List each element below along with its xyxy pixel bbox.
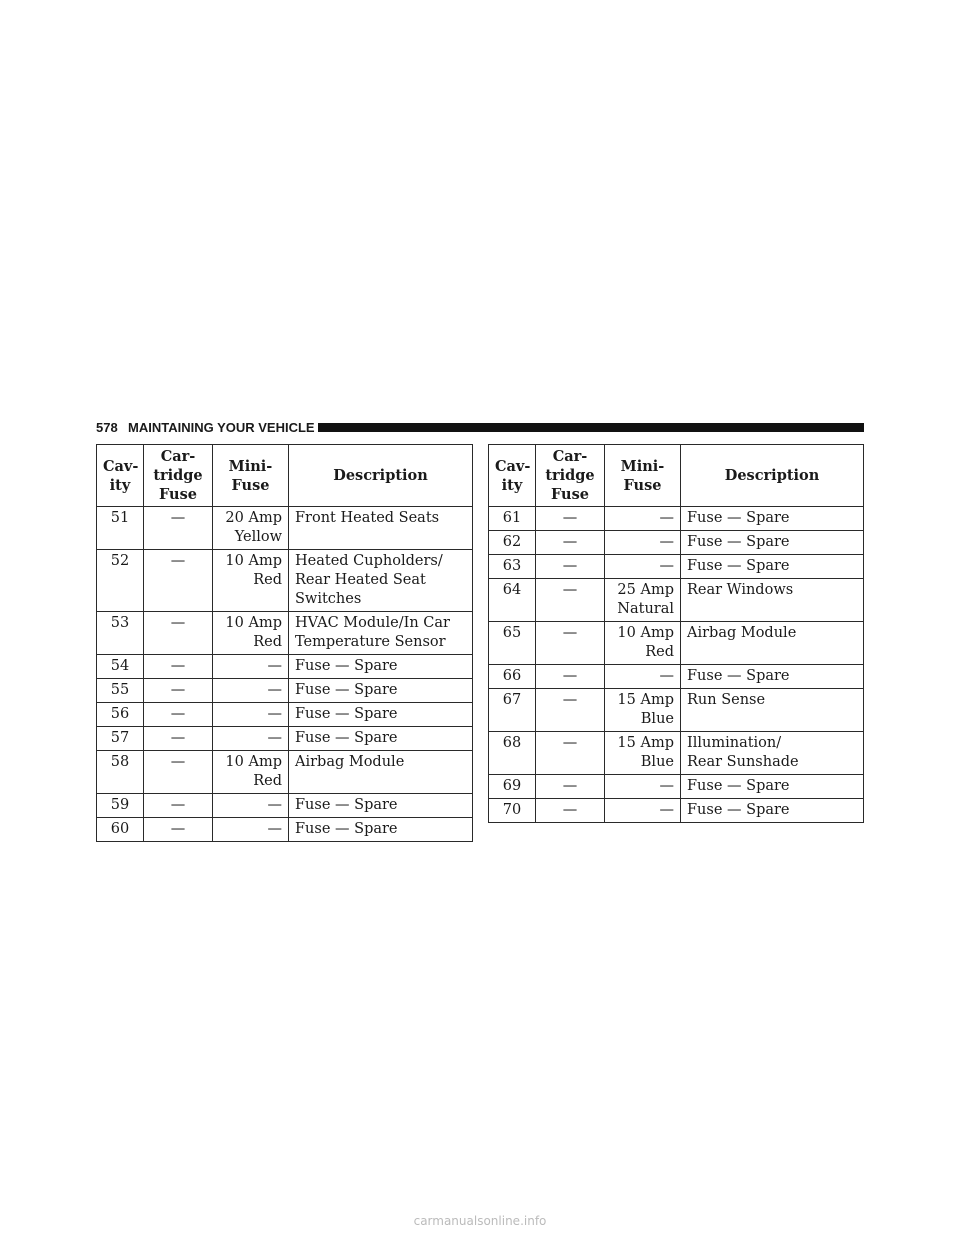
- header-description: Description: [681, 445, 864, 507]
- cavity-cell: 55: [97, 679, 144, 703]
- cartridge-fuse-cell: —: [536, 689, 605, 732]
- cavity-cell: 53: [97, 612, 144, 655]
- description-cell: Fuse — Spare: [289, 703, 473, 727]
- description-cell: Front Heated Seats: [289, 507, 473, 550]
- description-cell: Fuse — Spare: [681, 555, 864, 579]
- mini-fuse-cell: 15 Amp Blue: [605, 732, 681, 775]
- cavity-cell: 60: [97, 818, 144, 842]
- header-rule: [318, 423, 864, 432]
- cavity-cell: 69: [489, 775, 536, 799]
- table-row: [489, 689, 864, 732]
- watermark: carmanualsonline.info: [413, 1214, 547, 1228]
- table-row: [489, 732, 864, 775]
- table-row: [97, 507, 473, 550]
- cartridge-fuse-cell: —: [144, 655, 213, 679]
- description-cell: Fuse — Spare: [289, 655, 473, 679]
- description-cell: Fuse — Spare: [681, 799, 864, 823]
- table-row: [97, 679, 473, 703]
- mini-fuse-cell: —: [213, 655, 289, 679]
- cartridge-fuse-cell: —: [536, 555, 605, 579]
- header-cartridge-fuse: Car- tridge Fuse: [536, 445, 605, 507]
- fuse-table-right-body: [489, 507, 864, 823]
- description-cell: Airbag Module: [681, 622, 864, 665]
- header-cavity: Cav- ity: [97, 445, 144, 507]
- cartridge-fuse-cell: —: [536, 622, 605, 665]
- cavity-cell: 51: [97, 507, 144, 550]
- mini-fuse-cell: —: [605, 799, 681, 823]
- header-mini-fuse: Mini- Fuse: [213, 445, 289, 507]
- mini-fuse-cell: 10 Amp Red: [605, 622, 681, 665]
- header-mini-fuse: Mini- Fuse: [605, 445, 681, 507]
- description-cell: Fuse — Spare: [681, 531, 864, 555]
- cartridge-fuse-cell: —: [536, 775, 605, 799]
- mini-fuse-cell: 10 Amp Red: [213, 612, 289, 655]
- cartridge-fuse-cell: —: [144, 550, 213, 612]
- mini-fuse-cell: —: [213, 818, 289, 842]
- page-header: [96, 418, 864, 438]
- header-cavity: Cav- ity: [489, 445, 536, 507]
- description-cell: Fuse — Spare: [681, 665, 864, 689]
- table-row: [489, 507, 864, 531]
- table-row: [97, 794, 473, 818]
- cavity-cell: 54: [97, 655, 144, 679]
- cavity-cell: 61: [489, 507, 536, 531]
- cavity-cell: 68: [489, 732, 536, 775]
- cartridge-fuse-cell: —: [536, 579, 605, 622]
- mini-fuse-cell: —: [213, 703, 289, 727]
- cartridge-fuse-cell: —: [536, 531, 605, 555]
- table-row: [97, 703, 473, 727]
- cavity-cell: 52: [97, 550, 144, 612]
- cartridge-fuse-cell: —: [536, 799, 605, 823]
- mini-fuse-cell: —: [605, 665, 681, 689]
- table-row: [489, 775, 864, 799]
- table-row: [489, 665, 864, 689]
- mini-fuse-cell: —: [213, 794, 289, 818]
- header-cartridge-fuse: Car- tridge Fuse: [144, 445, 213, 507]
- mini-fuse-cell: 10 Amp Red: [213, 550, 289, 612]
- description-cell: Illumination/ Rear Sunshade: [681, 732, 864, 775]
- cartridge-fuse-cell: —: [144, 818, 213, 842]
- cavity-cell: 62: [489, 531, 536, 555]
- description-cell: Rear Windows: [681, 579, 864, 622]
- mini-fuse-cell: —: [605, 531, 681, 555]
- mini-fuse-cell: —: [605, 555, 681, 579]
- table-row: [97, 727, 473, 751]
- table-row: [97, 550, 473, 612]
- table-row: [97, 655, 473, 679]
- header-description: Description: [289, 445, 473, 507]
- cartridge-fuse-cell: —: [536, 732, 605, 775]
- mini-fuse-cell: —: [605, 775, 681, 799]
- section-title: MAINTAINING YOUR VEHICLE: [128, 420, 315, 435]
- description-cell: Fuse — Spare: [681, 507, 864, 531]
- cavity-cell: 64: [489, 579, 536, 622]
- mini-fuse-cell: —: [213, 679, 289, 703]
- cavity-cell: 58: [97, 751, 144, 794]
- table-row: [489, 555, 864, 579]
- fuse-table-right: [488, 444, 864, 823]
- cartridge-fuse-cell: —: [144, 751, 213, 794]
- cavity-cell: 63: [489, 555, 536, 579]
- table-header-row: [97, 445, 473, 507]
- cavity-cell: 66: [489, 665, 536, 689]
- description-cell: Airbag Module: [289, 751, 473, 794]
- cartridge-fuse-cell: —: [536, 507, 605, 531]
- description-cell: Fuse — Spare: [289, 727, 473, 751]
- cartridge-fuse-cell: —: [144, 507, 213, 550]
- table-row: [97, 751, 473, 794]
- cartridge-fuse-cell: —: [144, 679, 213, 703]
- table-header-row: [489, 445, 864, 507]
- table-row: [489, 579, 864, 622]
- mini-fuse-cell: 10 Amp Red: [213, 751, 289, 794]
- cartridge-fuse-cell: —: [144, 612, 213, 655]
- cavity-cell: 57: [97, 727, 144, 751]
- table-row: [489, 531, 864, 555]
- description-cell: Fuse — Spare: [289, 679, 473, 703]
- description-cell: HVAC Module/In Car Temperature Sensor: [289, 612, 473, 655]
- description-cell: Run Sense: [681, 689, 864, 732]
- mini-fuse-cell: —: [213, 727, 289, 751]
- cavity-cell: 56: [97, 703, 144, 727]
- cavity-cell: 70: [489, 799, 536, 823]
- table-row: [489, 622, 864, 665]
- table-row: [489, 799, 864, 823]
- cavity-cell: 65: [489, 622, 536, 665]
- mini-fuse-cell: —: [605, 507, 681, 531]
- cavity-cell: 67: [489, 689, 536, 732]
- cavity-cell: 59: [97, 794, 144, 818]
- mini-fuse-cell: 15 Amp Blue: [605, 689, 681, 732]
- description-cell: Heated Cupholders/ Rear Heated Seat Switches: [289, 550, 473, 612]
- table-row: [97, 818, 473, 842]
- mini-fuse-cell: 20 Amp Yellow: [213, 507, 289, 550]
- page-number: 578: [96, 420, 118, 435]
- cartridge-fuse-cell: —: [144, 794, 213, 818]
- fuse-table-left: [96, 444, 473, 842]
- table-row: [97, 612, 473, 655]
- mini-fuse-cell: 25 Amp Natural: [605, 579, 681, 622]
- cartridge-fuse-cell: —: [144, 703, 213, 727]
- cartridge-fuse-cell: —: [536, 665, 605, 689]
- description-cell: Fuse — Spare: [681, 775, 864, 799]
- description-cell: Fuse — Spare: [289, 818, 473, 842]
- fuse-table-left-body: [97, 507, 473, 842]
- cartridge-fuse-cell: —: [144, 727, 213, 751]
- description-cell: Fuse — Spare: [289, 794, 473, 818]
